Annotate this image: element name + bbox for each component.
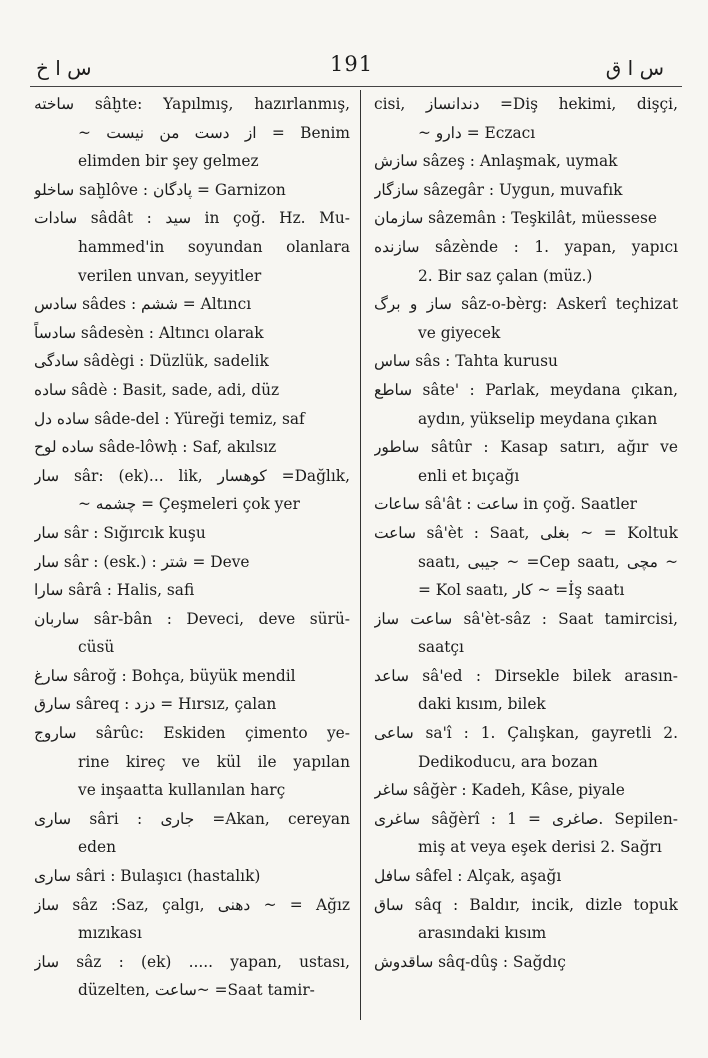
dictionary-entry [34,405,350,434]
dictionary-entry [374,204,678,233]
entry-line: ساز و برگ sâz-o-bèrg: Askerî teçhizat [374,295,678,314]
right-column [374,90,678,976]
entry-line: miş at veya eşek derisi 2. Sağrı [418,838,662,857]
entry-line: سادساً sâdesèn : Altıncı olarak [34,323,264,342]
dictionary-entry [34,662,350,691]
entry-line: ساغری sâğèrî : صاغری = 1. Sepilen- [374,809,678,828]
dictionary-entry [34,862,350,891]
dictionary-entry [374,490,678,519]
dictionary-entry [374,948,678,977]
entry-line: cisi, دندانساز =Diş hekimi, dişçi, [374,95,678,113]
entry-line: سار sâr : (esk.) : شتر = Deve [34,552,250,571]
entry-line: ~ از دست من نیست = Benim [78,123,350,142]
entry-line: ساربان sâr-bân : Deveci, deve sürü- [34,609,350,628]
header-rule [30,86,682,87]
dictionary-entry [374,891,678,948]
entry-line: سارا sârâ : Halis, safi [34,581,195,600]
dictionary-entry [374,662,678,719]
entry-line: ساعات sâ'ât : ساعت in çoğ. Saatler [374,495,637,514]
entry-line: mızıkası [78,924,142,943]
entry-line: ساعی sa'î : 1. Çalışkan, gayretli 2. [374,724,678,743]
entry-line: enli et bıçağı [418,466,520,485]
entry-line: rine kireç ve kül ile yapılan [78,752,350,771]
entry-line: ساطع sâte' : Parlak, meydana çıkan, [374,380,678,399]
dictionary-entry [374,776,678,805]
entry-line: ساز sâz : (ek) ..... yapan, ustası, [34,952,350,971]
entry-line: Dedikoducu, ara bozan [418,752,598,771]
entry-line: ساروج sârûc: Eskiden çimento ye- [34,724,350,743]
entry-line: ساعت sâ'èt : Saat, بغلی ~ = Koltuk [374,523,678,542]
entry-line: elimden bir şey gelmez [78,152,259,171]
entry-line: ساس sâs : Tahta kurusu [374,352,558,371]
entry-line: ساغر sâğèr : Kadeh, Kâse, piyale [374,781,625,800]
entry-line: cüsü [78,638,115,657]
left-column [34,90,350,1005]
entry-line: ساطور sâtûr : Kasap satırı, ağır ve [374,438,678,457]
entry-line: سازگار sâzegâr : Uygun, muvafık [374,180,623,199]
entry-line: düzelten, ساعت~ =Saat tamir- [78,981,315,1000]
entry-line: ساده دل sâde-del : Yüreği temiz, saf [34,409,305,428]
entry-line: saatçı [418,638,464,657]
entry-line: ساقدوش sâq-dûş : Sağdıç [374,952,566,971]
entry-line: ~ چشمه = Çeşmeleri çok yer [78,495,300,514]
entry-line: ساز sâz :Saz, çalgı, دهنی ~ = Ağız [34,895,350,914]
dictionary-entry [34,948,350,1005]
dictionary-entry [374,147,678,176]
entry-line: سازش sâzeş : Anlaşmak, uymak [374,152,618,171]
dictionary-entry [34,805,350,862]
dictionary-entry [34,519,350,548]
entry-line: ساده sâdè : Basit, sade, adi, düz [34,380,280,399]
column-divider [360,90,361,1020]
dictionary-entry [374,90,678,147]
entry-line: سادات sâdât : سید in çoğ. Hz. Mu- [34,209,350,228]
entry-line: سار sâr: (ek)... lik, کوهسار =Dağlık, [34,466,350,485]
dictionary-entry [374,376,678,433]
entry-line: hammed'in soyundan olanlara [78,237,350,256]
entry-line: سازنده sâzènde : 1. yapan, yapıcı [374,237,678,256]
entry-line: aydın, yükselip meydana çıkan [418,409,658,428]
entry-line: ~ دارو = Eczacı [418,123,536,142]
entry-line: = Kol saatı, کار ~ =İş saatı [418,581,625,600]
entry-line: arasındaki kısım [418,924,547,943]
dictionary-entry [34,576,350,605]
entry-line: سادس sâdes : ششم = Altıncı [34,295,252,314]
dictionary-entry [374,862,678,891]
entry-line: ساری sâri : جاری =Akan, cereyan [34,809,350,828]
dictionary-entry [374,433,678,490]
entry-line: ساق sâq : Baldır, incik, dizle topuk [374,895,678,914]
dictionary-entry [374,176,678,205]
dictionary-entry [374,719,678,776]
dictionary-entry [374,519,678,605]
entry-line: سازمان sâzemân : Teşkilât, müessese [374,209,658,228]
dictionary-entry [374,805,678,862]
entry-line: ساده لوح sâde-lôwḥ : Saf, akılsız [34,438,277,457]
dictionary-entry [374,347,678,376]
dictionary-entry [34,176,350,205]
dictionary-entry [34,376,350,405]
header-right-letters: س ا ق [605,56,664,80]
entry-line: ve inşaatta kullanılan harç [78,781,286,800]
dictionary-entry [34,605,350,662]
entry-line: سار sâr : Sığırcık kuşu [34,523,206,542]
entry-line: ساخلو saḫlôve : پادگان = Garnizon [34,180,286,199]
entry-line: ve giyecek [418,323,501,342]
entry-line: سادگی sâdègi : Düzlük, sadelik [34,352,269,371]
entry-line: سارق sâreq : دزد = Hırsız, çalan [34,695,277,714]
entry-line: ساعت ساز sâ'èt-sâz : Saat tamircisi, [374,609,678,628]
dictionary-entry [34,462,350,519]
dictionary-entry [374,605,678,662]
entry-line: ساری sâri : Bulaşıcı (hastalık) [34,867,261,886]
dictionary-entry [34,719,350,805]
dictionary-entry [34,347,350,376]
dictionary-entry [374,290,678,347]
entry-line: سارغ sâroğ : Bohça, büyük mendil [34,666,296,685]
dictionary-entry [34,690,350,719]
dictionary-entry [374,233,678,290]
entry-line: 2. Bir saz çalan (müz.) [418,266,593,285]
entry-line: verilen unvan, seyyitler [78,266,262,285]
entry-line: ساعد sâ'ed : Dirsekle bilek arasın- [374,666,678,685]
dictionary-entry [34,90,350,176]
header-left-letters: س ا خ [36,56,92,80]
page-number: 191 [330,52,374,76]
dictionary-entry [34,319,350,348]
dictionary-entry [34,204,350,290]
dictionary-entry [34,433,350,462]
entry-line: سافل sâfel : Alçak, aşağı [374,867,562,886]
entry-line: eden [78,838,116,857]
dictionary-entry [34,548,350,577]
entry-line: daki kısım, bilek [418,695,546,714]
entry-line: saatı, جیبی ~ =Cep saatı, مچی ~ [418,552,678,571]
dictionary-entry [34,891,350,948]
dictionary-entry [34,290,350,319]
entry-line: ساخته sâḫte: Yapılmış, hazırlanmış, [34,95,350,113]
